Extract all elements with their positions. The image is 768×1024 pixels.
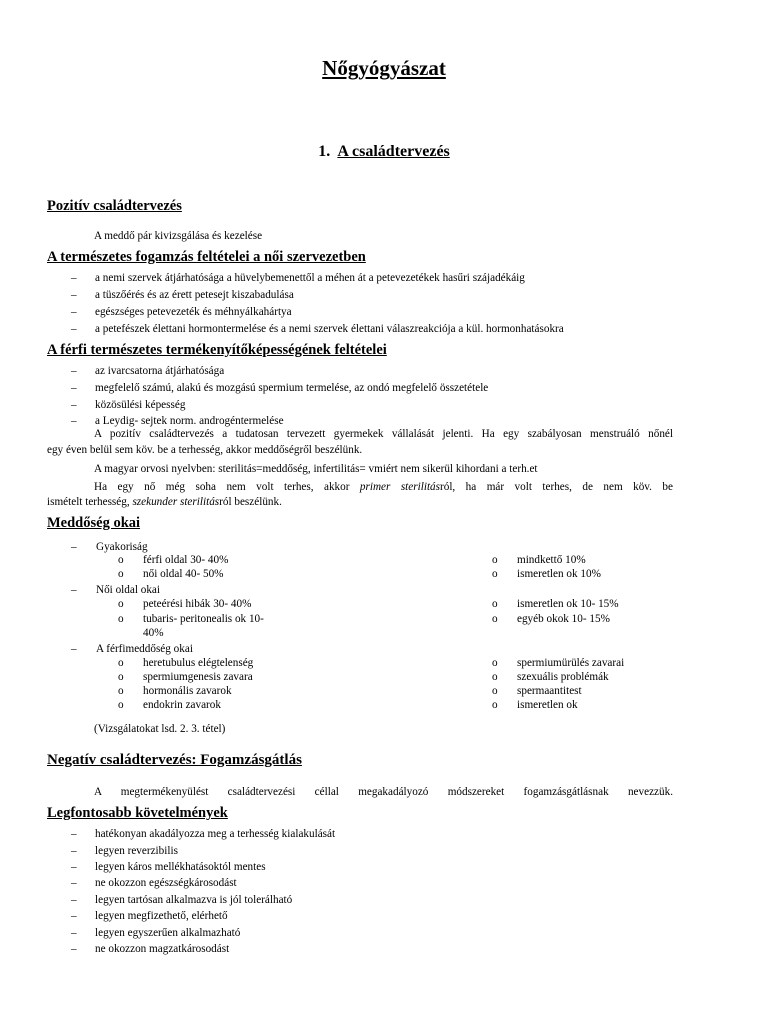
list-item: o mindkettő 10% [492, 554, 586, 566]
chapter-heading [0, 143, 768, 161]
list-item: – ne okozzon egészségkárosodást [71, 877, 237, 889]
pozitiv-intro: A meddő pár kivizsgálása és kezelése [94, 230, 263, 242]
list-item: o tubaris- peritonealis ok 10- [118, 613, 264, 625]
list-item: o szexuális problémák [492, 671, 609, 683]
group-label: – Női oldal okai [71, 584, 161, 596]
paragraph-sterilitas: A magyar orvosi nyelvben: sterilitás=meddőség, infertilitás= vmiért nem sikerül kihordani a terh.et [94, 463, 538, 475]
list-item: – a nemi szervek átjárhatósága a hüvelybemenettől a méhen át a petevezetékek hasűri szájadékáig [71, 272, 525, 284]
paragraph-primer-line2: ismételt terhesség, szekunder sterilitásról beszélünk. [47, 496, 282, 508]
list-item: o spermiumürülés zavarai [492, 657, 625, 669]
list-item: – legyen tartósan alkalmazva is jól tolerálható [71, 894, 293, 906]
list-item: o ismeretlen ok [492, 699, 578, 711]
list-item: – hatékonyan akadályozza meg a terhesség kialakulását [71, 828, 336, 840]
heading-ferfi: A férfi természetes termékenyítőképességének feltételei [47, 342, 387, 358]
paragraph-pozitiv-line1: A pozitív családtervezés a tudatosan tervezett gyermekek vállalását jelenti. Ha egy szabályosan menstruáló nőnél [94, 428, 673, 440]
group-label: – A férfimeddőség okai [71, 643, 193, 655]
list-item: – megfelelő számú, alakú és mozgású spermium termelése, az ondó megfelelő összetétele [71, 382, 489, 394]
list-item: – ne okozzon magzatkárosodást [71, 943, 230, 955]
heading-kovetelmenyek: Legfontosabb követelmények [47, 805, 228, 821]
list-item: – legyen megfizethető, elérhető [71, 910, 228, 922]
list-item: – a petefészek élettani hormontermelése és a nemi szervek élettani válaszreakciója a kül. hormonhatásokra [71, 323, 564, 335]
list-item: o peteérési hibák 30- 40% [118, 598, 252, 610]
list-item: – közösülési képesség [71, 399, 186, 411]
list-item: – egészséges petevezeték és méhnyálkahártya [71, 306, 292, 318]
heading-pozitiv: Pozitív családtervezés [47, 198, 182, 214]
list-item: o endokrin zavarok [118, 699, 221, 711]
paragraph-pozitiv-line2: egy éven belül sem köv. be a terhesség, akkor meddőségről beszélünk. [47, 444, 363, 456]
list-item: o ismeretlen ok 10% [492, 568, 601, 580]
list-item: o spermaantitest [492, 685, 582, 697]
group-label: – Gyakoriság [71, 541, 148, 553]
list-item: o ismeretlen ok 10- 15% [492, 598, 619, 610]
list-item: – legyen egyszerűen alkalmazható [71, 927, 241, 939]
list-item: o férfi oldal 30- 40% [118, 554, 229, 566]
paragraph-primer-line1: Ha egy nő még soha nem volt terhes, akkor primer sterilitásról, ha már volt terhes, de nem köv. be [94, 481, 673, 493]
list-item: o hormonális zavarok [118, 685, 232, 697]
exam-note: (Vizsgálatokat lsd. 2. 3. tétel) [94, 723, 226, 735]
list-item: – a tüszőérés és az érett petesejt kiszabadulása [71, 289, 294, 301]
page-title: Nőgyógyászat [322, 56, 446, 80]
list-item-continuation: 40% [143, 627, 164, 639]
chapter-number: 1. [318, 143, 331, 160]
list-item: – legyen káros mellékhatásoktól mentes [71, 861, 266, 873]
chapter-title: A családtervezés [337, 143, 450, 160]
list-item: o női oldal 40- 50% [118, 568, 224, 580]
list-item: – az ivarcsatorna átjárhatósága [71, 365, 225, 377]
heading-negativ: Negatív családtervezés: Fogamzásgátlás [47, 752, 302, 768]
list-item: o spermiumgenesis zavara [118, 671, 253, 683]
list-item: o egyéb okok 10- 15% [492, 613, 610, 625]
heading-meddoseg: Meddőség okai [47, 515, 141, 531]
list-item: – a Leydig- sejtek norm. androgéntermelése [71, 415, 284, 427]
list-item: o heretubulus elégtelenség [118, 657, 254, 669]
paragraph-negativ: A megtermékenyülést családtervezési céllal megakadályozó módszereket fogamzásgátlásnak nevezzük. [94, 786, 673, 798]
list-item: – legyen reverzibilis [71, 845, 178, 857]
heading-noi: A természetes fogamzás feltételei a női szervezetben [47, 249, 366, 265]
